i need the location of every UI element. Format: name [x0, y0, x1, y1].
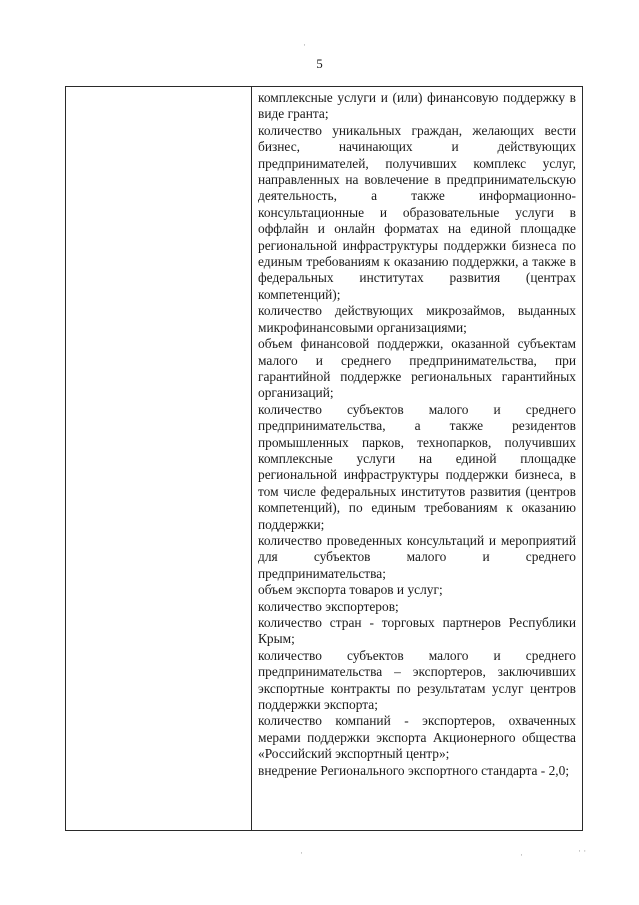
scan-speck: ·: [520, 850, 523, 860]
table-paragraph: количество уникальных граждан, желающих вести бизнес, начинающих и действующих предпринимателей, получивших комплекс услуг, направленных на вовлечение в предпринимательскую деятельность, а также информационно-консультационные и образовательные услуги в оффлайн и онлайн форматах на единой площадке региональной инфраструктуры поддержки бизнеса по единым требованиям к оказанию поддержки, а также в федеральных институтах развития (центрах компетенций);: [258, 122, 576, 302]
table-paragraph: объем финансовой поддержки, оказанной субъектам малого и среднего предпринимательства, при гарантийной поддержке региональных гарантийных организаций;: [258, 336, 576, 401]
page-number: 5: [316, 56, 323, 71]
table-paragraph: комплексные услуги и (или) финансовую поддержку в виде гранта;: [258, 90, 576, 122]
table-paragraph: количество действующих микрозаймов, выданных микрофинансовыми организациями;: [258, 303, 576, 335]
table-paragraph: количество субъектов малого и среднего предпринимательства – экспортеров, заключивших экспортные контракты по результатам услуг центров поддержки экспорта;: [258, 647, 576, 713]
table-paragraph: количество компаний - экспортеров, охваченных мерами поддержки экспорта Акционерного общества «Российский экспортный центр»;: [258, 713, 576, 762]
table-paragraph: количество субъектов малого и среднего предпринимательства, а также резидентов промышленных парков, технопарков, получивших комплексные услуги на единой площадке региональной инфраструктуры поддержки бизнеса, в том числе федеральных институтов развития (центров компетенций), по единым требованиям к оказанию поддержки;: [258, 401, 576, 532]
scan-speck: · ·: [578, 846, 587, 856]
table-left-cell: [66, 87, 252, 830]
table-right-cell: [252, 87, 582, 830]
table-paragraph: количество экспортеров;: [258, 598, 399, 614]
table-paragraph: количество проведенных консультаций и мероприятий для субъектов малого и среднего предпринимательства;: [258, 532, 576, 581]
scan-speck: ·: [303, 40, 306, 50]
document-table: [65, 86, 583, 831]
scan-speck: ·: [300, 848, 303, 858]
table-paragraph: количество стран - торговых партнеров Республики Крым;: [258, 615, 576, 647]
table-paragraph: внедрение Регионального экспортного стандарта - 2,0;: [258, 762, 570, 778]
table-paragraph: объем экспорта товаров и услуг;: [258, 582, 443, 598]
